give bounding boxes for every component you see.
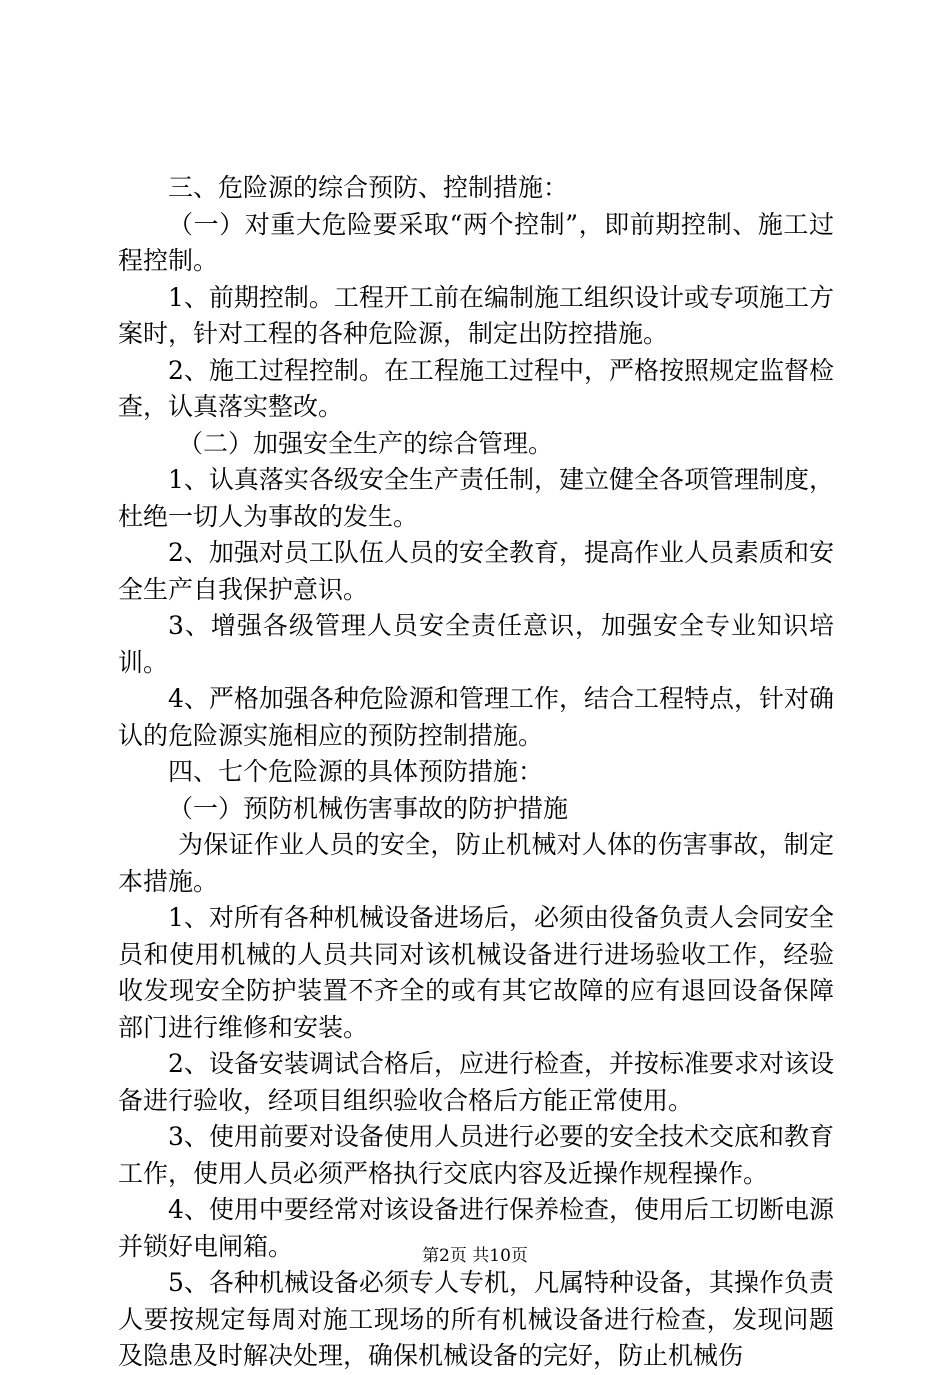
- paragraph: 四、七个危险源的具体预防措施：: [168, 757, 544, 786]
- paragraph: 3、使用前要对设备使用人员进行必要的安全技术交底和教育工作，使用人员必须严格执行交底内容及近操作规程操作。: [118, 1122, 834, 1188]
- paragraph: 1、对所有各种机械设备进场后，必须由役备负责人会同安全员和使用机械的人员共同对该机械设备进行进场验收工作，经验收发现安全防护装置不齐全的或有其它故障的应有退回设备保障部门进行维修和安装。: [118, 903, 834, 1042]
- paragraph: 三、危险源的综合预防、控制措施：: [168, 173, 569, 202]
- paragraph: （一）预防机械伤害事故的防护措施: [168, 793, 569, 823]
- document-body: [118, 170, 834, 1375]
- paragraph: 5、各种机械设备必须专人专机，凡属特种设备，其操作负责人要按规定每周对施工现场的所有机械设备进行检查，发现问题及隐患及时解决处理，确保机械设备的完好，防止机械伤: [118, 1268, 834, 1370]
- paragraph: 4、使用中要经常对该设备进行保养检查，使用后工切断电源并锁好电闸箱。: [118, 1195, 834, 1261]
- paragraph: 4、严格加强各种危险源和管理工作，结合工程特点，针对确认的危险源实施相应的预防控制措施。: [118, 684, 834, 750]
- paragraph: 2、设备安装调试合格后，应进行检查，并按标准要求对该设备进行验收，经项目组织验收合格后方能正常使用。: [118, 1049, 834, 1115]
- page-footer: 第2页 共10页: [422, 1246, 528, 1266]
- paragraph: （二）加强安全生产的综合管理。: [178, 428, 554, 458]
- paragraph: 1、前期控制。工程开工前在编制施工组织设计或专项施工方案时，针对工程的各种危险源，制定出防控措施。: [118, 282, 834, 348]
- paragraph: 2、加强对员工队伍人员的安全教育，提高作业人员素质和安全生产自我保护意识。: [118, 538, 834, 604]
- paragraph: （一）对重大危险要采取“两个控制”，即前期控制、施工过程控制。: [118, 209, 834, 275]
- paragraph: 3、增强各级管理人员安全责任意识，加强安全专业知识培训。: [118, 611, 834, 677]
- paragraph: 为保证作业人员的安全，防止机械对人体的伤害事故，制定本措施。: [118, 830, 834, 896]
- paragraph: 1、认真落实各级安全生产责任制，建立健全各项管理制度，杜绝一切人为事故的发生。: [118, 465, 834, 531]
- paragraph: 2、施工过程控制。在工程施工过程中，严格按照规定监督检查，认真落实整改。: [118, 355, 834, 421]
